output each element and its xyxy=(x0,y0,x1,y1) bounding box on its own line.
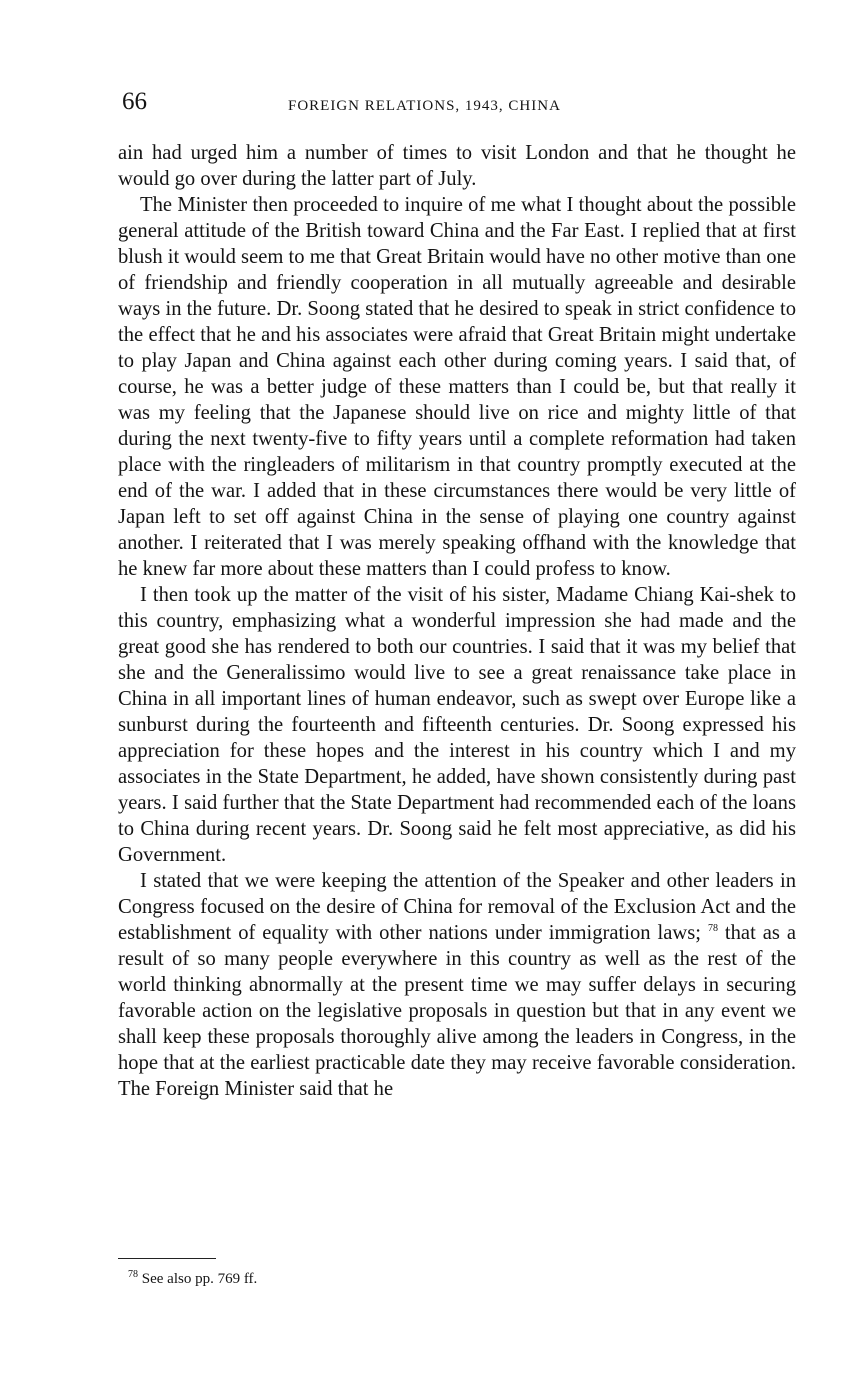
footnote xyxy=(128,1268,257,1290)
paragraph-text-before-ref: I stated that we were keeping the attention of the Speaker and other leaders in Congress focused on the desire of China for removal of the Exclusion Act and the establishment of equality with other nations under immigration laws; xyxy=(118,870,796,944)
paragraph-text-after-ref: that as a result of so many people everywhere in this country as well as the rest of the world thinking abnormally at the present time we may suffer delays in securing favorable action on the legislative proposals in question but that in any event we shall keep these proposals thoroughly alive among the leaders in Congress, in the hope that at the earliest practicable date they may receive favorable consideration. The Foreign Minister said that he xyxy=(118,922,796,1100)
footnote-rule xyxy=(118,1258,216,1259)
paragraph: I then took up the matter of the visit of his sister, Madame Chiang Kai-shek to this country, emphasizing what a wonderful impression she had made and the great good she has rendered to both our countries. I said that it was my belief that she and the Generalissimo would live to see a great renaissance take place in China in all important lines of human endeavor, such as swept over Europe like a sunburst during the fourteenth and fifteenth centuries. Dr. Soong expressed his appreciation for these hopes and the interest in his country which I and my associates in the State Department, he added, have shown consistently during past years. I said further that the State Department had recommended each of the loans to China during recent years. Dr. Soong said he felt most appreciative, as did his Government. xyxy=(118,584,796,866)
footnote-mark: 78 xyxy=(128,1269,138,1280)
page-header xyxy=(118,84,796,120)
paragraph: The Minister then proceeded to inquire of me what I thought about the possible general attitude of the British toward China and the Far East. I replied that at first blush it would seem to me that Great Britain would have no other motive than one of friendship and friendly cooperation in all mutually agreeable and desirable ways in the future. Dr. Soong stated that he desired to speak in strict confidence to the effect that he and his associates were afraid that Great Britain might undertake to play Japan and China against each other during coming years. I said that, of course, he was a better judge of these matters than I could be, but that really it was my feeling that the Japanese should live on rice and mighty little of that during the next twenty-five to fifty years until a complete reformation had taken place with the ringleaders of militarism in that country promptly executed at the end of the war. I added that in these circumstances there would be very little of Japan left to set off against China in the sense of playing one country against another. I reiterated that I was merely speaking offhand with the knowledge that he knew far more about these matters than I could profess to know. xyxy=(118,194,796,580)
page-number: 66 xyxy=(122,88,147,115)
paragraph: ain had urged him a number of times to visit London and that he thought he would go over during the latter part of July. xyxy=(118,142,796,190)
footnote-text: See also pp. 769 ff. xyxy=(141,1271,258,1287)
footnote-reference[interactable]: 78 xyxy=(707,923,718,935)
running-head: FOREIGN RELATIONS, 1943, CHINA xyxy=(288,98,561,114)
body-text xyxy=(118,140,796,1102)
paragraph-with-footnote-ref xyxy=(118,868,796,1102)
